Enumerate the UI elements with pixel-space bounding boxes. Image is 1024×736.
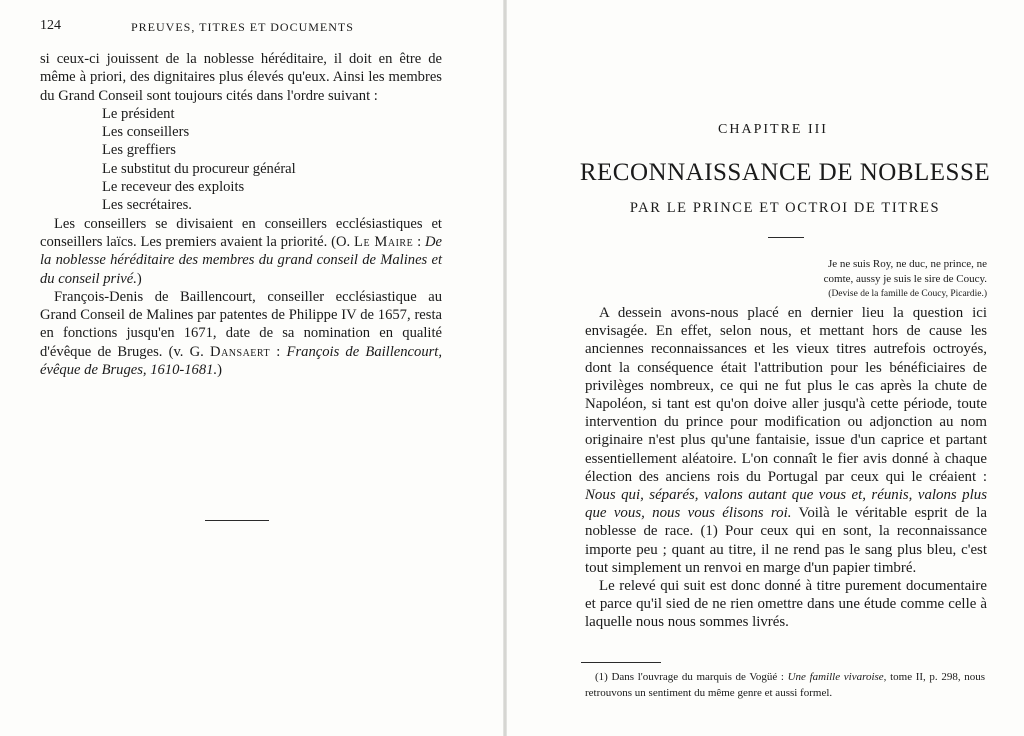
list-item: Les secrétaires. [102,197,192,214]
council-members-list [40,105,442,215]
footnote-rule [581,662,661,663]
paragraph [585,304,987,577]
chapter-title: RECONNAISSANCE DE NOBLESSE [579,159,991,186]
paragraph [40,215,442,288]
list-item: Le receveur des exploits [102,179,245,196]
paragraph-text: A dessein avons-nous placé en dernier lieu la question ici envisagée. En effet, selon nous, et mettant hors de cause les anciennes reconnaissances et les vieux titres autrefois octroyés, dont la conséquence était l'attribution pour les bénéficiaires de privilèges nombreux, ce qui ne fut plus le cas après la chute de Napoléon, si tant est qu'on doive aller jusqu'à cette période, toute intervention du prince pour modification ou adjonction au nom originaire n'est plus qu'une fantaisie, issue d'un caprice et partant essentiellement aléatoire. L'on connaît le fier avis donné à chaque élection des anciens rois du Portugal par ceux qui le créaient : [585,305,987,485]
end-rule [205,520,269,521]
epigraph-line: comte, aussy je suis le sire de Coucy. [823,273,987,285]
footnote-text-b: tome II, p. 298, nous retrouvons un sentiment du même genre et aussi formel. [585,671,985,699]
footnote [585,669,985,701]
right-page [505,0,1024,736]
paragraph-text: Voilà le véritable esprit de la noblesse de race. (1) Pour ceux qui en sont, la reconnaissance importe peu ; quant au titre, il ne rend pas le sang plus bleu, c'est tout simplement un renvoi en marge d'un papier timbré. [585,505,988,576]
footnote-text [585,669,985,701]
list-item: Le président [102,105,175,122]
separator: : [270,343,287,360]
author-name: Le Maire [354,233,414,250]
paragraph [40,288,442,379]
paragraph-text: Les conseillers se divisaient en conseillers ecclésiastiques et conseillers laïcs. Les premiers avaient la priorité. (O. [40,215,442,250]
footnote-work-title: Une famille vivaroise, [787,671,887,683]
chapter-label: CHAPITRE III [718,122,828,137]
epigraph-line: Je ne suis Roy, ne duc, ne prince, ne [827,258,987,270]
left-text-block [40,50,442,379]
chapter-rule [768,237,804,238]
paragraph: si ceux-ci jouissent de la noblesse héréditaire, il doit en être de même à priori, des dignitaires plus élevés qu'eux. Ainsi les membres du Grand Conseil sont toujours cités dans l'ordre suivant : [40,51,442,104]
paragraph: Le relevé qui suit est donc donné à titre purement documentaire et parce qu'il sied de ne rien omettre dans une étude comme celle à laquelle nous nous sommes livrés. [585,578,987,631]
footnote-text-a: (1) Dans l'ouvrage du marquis de Vogüé : [595,671,788,683]
left-page [0,0,505,736]
work-title: François de Baillencourt, évêque de Bruges, 1610-1681. [40,343,443,379]
closing-paren: ) [136,270,142,287]
running-title: PREUVES, TITRES ET DOCUMENTS [131,20,354,34]
list-item: Le substitut du procureur général [102,160,296,177]
paragraph-text: François-Denis de Baillencourt, conseiller ecclésiastique au Grand Conseil de Malines par patentes de Philippe IV de 1657, resta en fonctions jusqu'en 1671, date de sa nomination en qualité d'évêque de Bruges. (v. G. [40,288,442,360]
quoted-motto: Nous qui, séparés, valons autant que vous et, réunis, valons plus que vous, nous vous élisons roi. [585,487,987,522]
epigraph [755,257,987,302]
list-item: Les conseillers [102,124,190,141]
page-number: 124 [40,18,61,33]
separator: : [413,233,425,250]
author-name: Dansaert [210,343,271,360]
right-text-block [585,304,987,632]
chapter-subtitle: PAR LE PRINCE ET OCTROI DE TITRES [629,200,941,216]
closing-paren: ) [217,362,222,379]
list-item: Les greffiers [102,142,176,159]
running-head [0,18,505,38]
epigraph-attribution: (Devise de la famille de Coucy, Picardie.) [828,289,987,299]
work-title: De la noblesse héréditaire des membres du grand conseil de Malines et du conseil privé. [40,233,442,287]
